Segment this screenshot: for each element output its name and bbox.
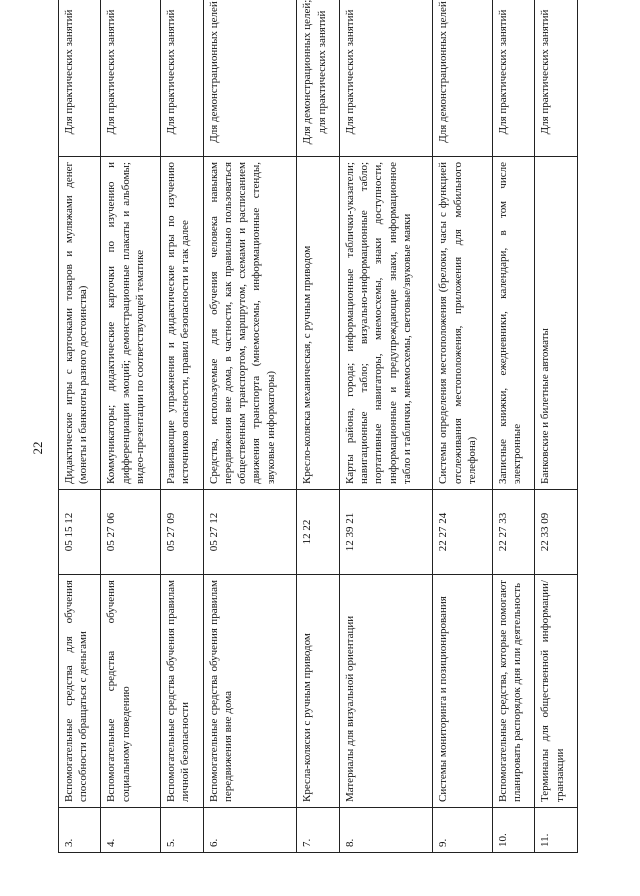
classification-code: 22 33 09 — [535, 490, 578, 575]
means-name: Вспомогательные средства для обучения способности обращаться с деньгами — [59, 575, 101, 808]
means-name: Материалы для визуальной ориентации — [339, 575, 433, 808]
row-number: 7. — [297, 808, 339, 853]
table-row — [339, 0, 433, 853]
means-name: Вспомогательные средства обучения социальному поведению — [101, 575, 161, 808]
equipment-table — [58, 0, 578, 853]
means-name: Кресла-коляски с ручным приводом — [297, 575, 339, 808]
means-description: Коммуникаторы; дидактические карточки по изучению и дифференциации эмоций; демонстрационные плакаты и альбомы; видео-презентации по соответствующей тематике — [101, 157, 161, 490]
means-description: Дидактические игры с карточками товаров и муляжами денег (монеты и банкноты разного достоинства) — [59, 157, 101, 490]
row-number: 3. — [59, 808, 101, 853]
means-description: Средства, используемые для обучения человека навыкам передвижения вне дома, в частности, как правильно пользоваться общественным транспортом, маршрутом, схемами и расписанием движения транспорта (мнемосхемы, информационные стенды, звуковые информаторы) — [203, 157, 297, 490]
table-row — [203, 0, 297, 853]
means-description: Банковские и билетные автоматы — [535, 157, 578, 490]
rotated-table-container — [58, 0, 578, 853]
classification-code: 12 22 — [297, 490, 339, 575]
table-row — [433, 0, 493, 853]
row-number: 6. — [203, 808, 297, 853]
table-body — [59, 0, 578, 853]
table-row — [59, 0, 101, 853]
classification-code: 05 15 12 — [59, 490, 101, 575]
purpose-text: Для демонстрационных целей; для практических занятий — [297, 0, 339, 157]
means-description: Кресло-коляска механическая, с ручным приводом — [297, 157, 339, 490]
classification-code: 05 27 12 — [203, 490, 297, 575]
row-number: 11. — [535, 808, 578, 853]
means-name: Вспомогательные средства, которые помогают планировать распорядок дня или деятельность — [492, 575, 534, 808]
page-number: 22 — [30, 441, 45, 455]
table-row — [297, 0, 339, 853]
means-description: Карты района, города; информационные таблички-указатели; навигационные табло; визуально-информационные табло; портативные навигаторы, мнемосхемы, знаки доступности, информационные и предупреждающие знаки, информационное табло и таблички, мнемосхемы, световые/звуковые маяки — [339, 157, 433, 490]
purpose-text: Для демонстрационных целей — [433, 0, 493, 157]
table-row — [535, 0, 578, 853]
purpose-text: Для практических занятий — [492, 0, 534, 157]
table-row — [492, 0, 534, 853]
means-name: Системы мониторинга и позиционирования — [433, 575, 493, 808]
purpose-text: Для практических занятий — [339, 0, 433, 157]
purpose-text: Для практических занятий — [101, 0, 161, 157]
classification-code: 05 27 09 — [161, 490, 203, 575]
purpose-text: Для практических занятий — [535, 0, 578, 157]
means-name: Вспомогательные средства обучения правилам личной безопасности — [161, 575, 203, 808]
means-description: Записные книжки, ежедневники, календари, в том числе электронные — [492, 157, 534, 490]
means-description: Системы определения местоположения (брелоки, часы с функцией отслеживания местоположения, приложения для мобильного телефона) — [433, 157, 493, 490]
row-number: 8. — [339, 808, 433, 853]
classification-code: 05 27 06 — [101, 490, 161, 575]
classification-code: 22 27 33 — [492, 490, 534, 575]
table-row — [161, 0, 203, 853]
row-number: 10. — [492, 808, 534, 853]
row-number: 9. — [433, 808, 493, 853]
row-number: 4. — [101, 808, 161, 853]
purpose-text: Для практических занятий — [59, 0, 101, 157]
purpose-text: Для практических занятий — [161, 0, 203, 157]
purpose-text: Для демонстрационных целей — [203, 0, 297, 157]
means-description: Развивающие упражнения и дидактические игры по изучению источников опасности, правил безопасности и так далее — [161, 157, 203, 490]
classification-code: 12 39 21 — [339, 490, 433, 575]
classification-code: 22 27 24 — [433, 490, 493, 575]
table-row — [101, 0, 161, 853]
means-name: Вспомогательные средства обучения правилам передвижения вне дома — [203, 575, 297, 808]
row-number: 5. — [161, 808, 203, 853]
means-name: Терминалы для общественной информации/транзакции — [535, 575, 578, 808]
